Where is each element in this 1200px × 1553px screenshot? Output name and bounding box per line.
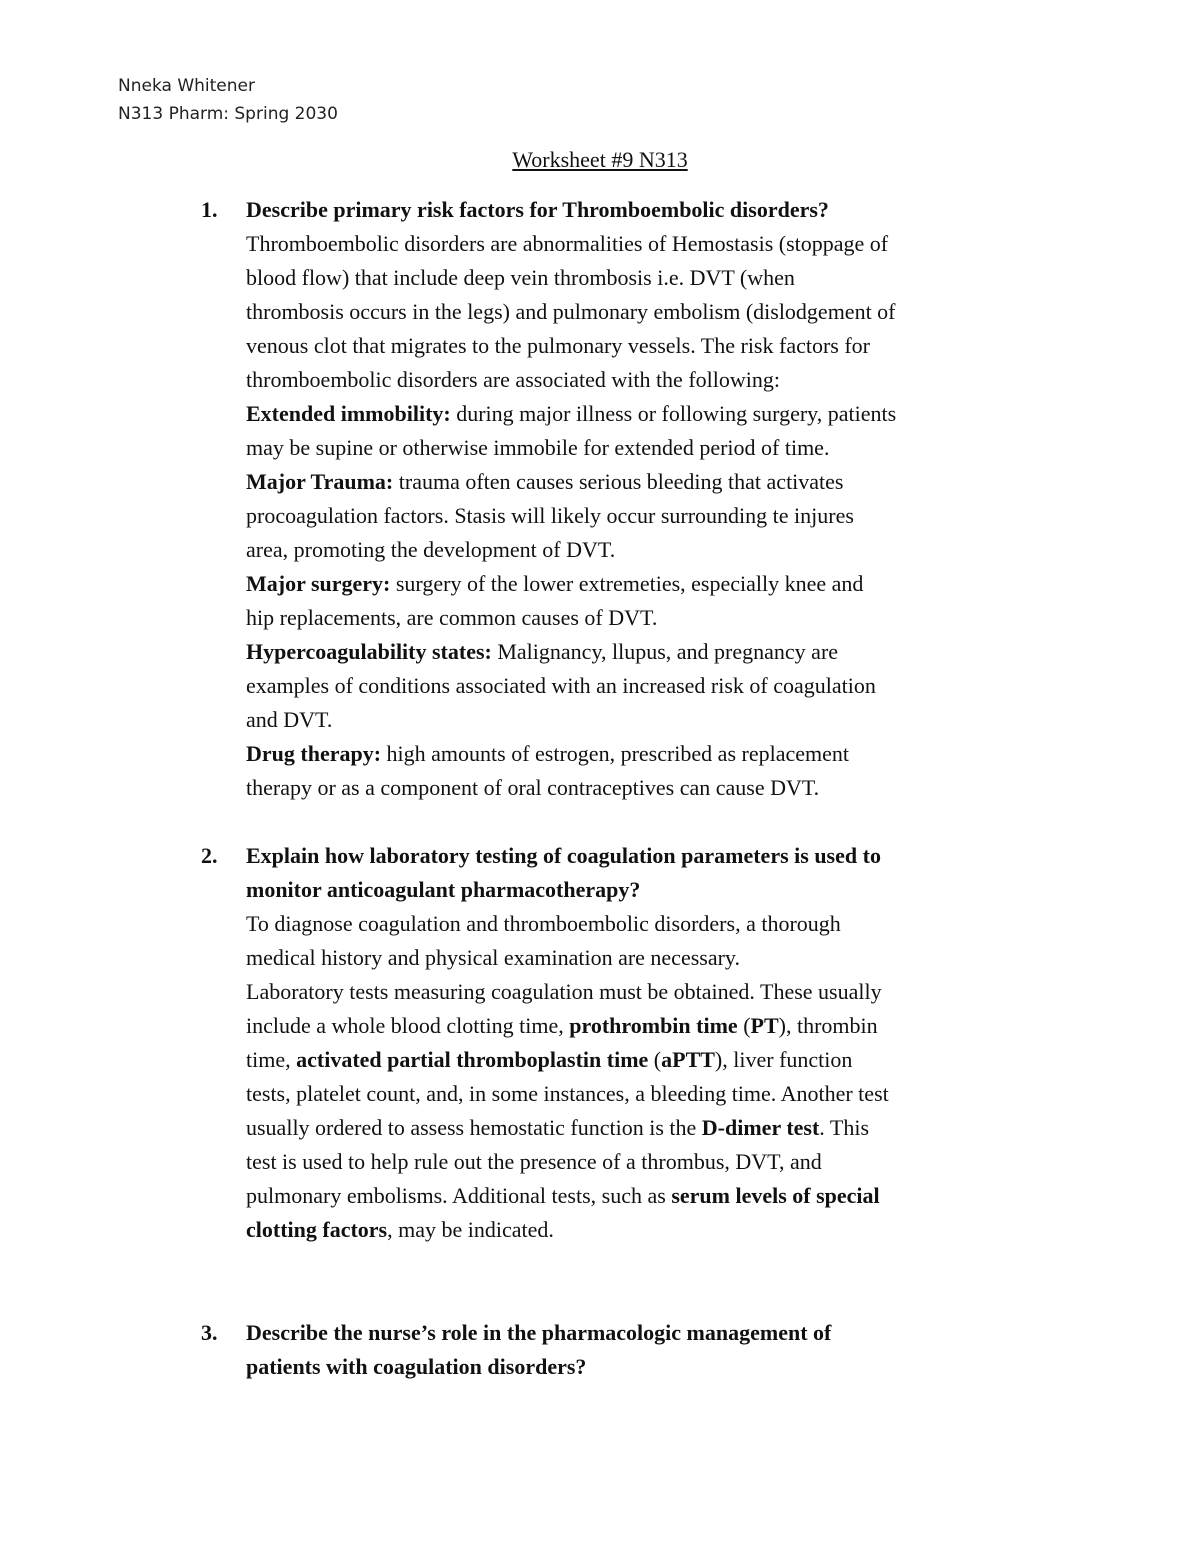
answer-line [246, 1179, 1086, 1213]
answer-line: To diagnose coagulation and thromboembolic disorders, a thorough [246, 911, 841, 936]
test-name-aptt: activated partial thromboplastin time [296, 1047, 649, 1072]
answer-text: pulmonary embolisms. Additional tests, such as [246, 1183, 672, 1208]
answer-line: area, promoting the development of DVT. [246, 537, 616, 562]
answer-line: blood flow) that include deep vein thrombosis i.e. DVT (when [246, 265, 795, 290]
question-2-text: Explain how laboratory testing of coagulation parameters is used to [246, 843, 881, 868]
test-abbr-pt: PT [750, 1013, 779, 1038]
answer-text: , may be indicated. [387, 1217, 554, 1242]
answer-line: tests, platelet count, and, in some instances, a bleeding time. Another test [246, 1081, 889, 1106]
risk-factor-immobility [246, 397, 1086, 431]
risk-factor-text: surgery of the lower extremeties, especially knee and [390, 571, 864, 596]
risk-factor-text: Malignancy, llupus, and pregnancy are [491, 639, 839, 664]
course-label: N313 Pharm: Spring 2030 [118, 104, 338, 124]
answer-line: procoagulation factors. Stasis will likely occur surrounding te injures [246, 503, 854, 528]
question-3-text: patients with coagulation disorders? [246, 1354, 587, 1379]
question-1-text: Describe primary risk factors for Thromboembolic disorders? [246, 197, 829, 222]
answer-line: medical history and physical examination are necessary. [246, 945, 741, 970]
answer-text: . This [819, 1115, 870, 1140]
risk-factor-text: during major illness or following surgery, patients [450, 401, 897, 426]
answer-text: ), thrombin [778, 1013, 878, 1038]
test-name-pt: prothrombin time [569, 1013, 738, 1038]
question-2-number: 2. [201, 843, 218, 868]
worksheet-title: Worksheet #9 N313 [512, 147, 688, 172]
risk-factor-term: Hypercoagulability states: [246, 639, 492, 664]
answer-text: include a whole blood clotting time, [246, 1013, 570, 1038]
answer-line: test is used to help rule out the presence of a thrombus, DVT, and [246, 1149, 822, 1174]
answer-line: Laboratory tests measuring coagulation must be obtained. These usually [246, 979, 882, 1004]
answer-line [246, 1009, 1086, 1043]
test-name-d-dimer: D-dimer test [701, 1115, 820, 1140]
question-2-text: monitor anticoagulant pharmacotherapy? [246, 877, 641, 902]
answer-line [246, 1043, 1086, 1077]
question-3-number: 3. [201, 1320, 218, 1345]
answer-line: and DVT. [246, 707, 333, 732]
test-abbr-aptt: aPTT [661, 1047, 715, 1072]
answer-text: time, [246, 1047, 297, 1072]
answer-line: thromboembolic disorders are associated with the following: [246, 367, 780, 392]
test-name-serum-levels: serum levels of special [671, 1183, 880, 1208]
risk-factor-term: Drug therapy: [246, 741, 382, 766]
question-1-number: 1. [201, 197, 218, 222]
risk-factor-term: Extended immobility: [246, 401, 451, 426]
answer-text: ), liver function [714, 1047, 853, 1072]
risk-factor-trauma [246, 465, 1086, 499]
answer-text: ( [648, 1047, 662, 1072]
risk-factor-hypercoagulability [246, 635, 1086, 669]
risk-factor-term: Major Trauma: [246, 469, 394, 494]
answer-text: usually ordered to assess hemostatic function is the [246, 1115, 702, 1140]
risk-factor-drug-therapy [246, 737, 1086, 771]
test-name-clotting-factors: clotting factors [246, 1217, 388, 1242]
answer-line: therapy or as a component of oral contraceptives can cause DVT. [246, 775, 820, 800]
risk-factor-text: high amounts of estrogen, prescribed as replacement [381, 741, 849, 766]
author-name: Nneka Whitener [118, 76, 255, 96]
answer-line: may be supine or otherwise immobile for extended period of time. [246, 435, 830, 460]
answer-line [246, 1111, 1086, 1145]
question-3-text: Describe the nurse’s role in the pharmacologic management of [246, 1320, 832, 1345]
risk-factor-text: trauma often causes serious bleeding that activates [393, 469, 844, 494]
answer-line: examples of conditions associated with an increased risk of coagulation [246, 673, 876, 698]
answer-text: ( [737, 1013, 751, 1038]
answer-line: Thromboembolic disorders are abnormalities of Hemostasis (stoppage of [246, 231, 889, 256]
answer-line [246, 1213, 1086, 1247]
risk-factor-surgery [246, 567, 1086, 601]
answer-line: hip replacements, are common causes of DVT. [246, 605, 658, 630]
answer-line: thrombosis occurs in the legs) and pulmonary embolism (dislodgement of [246, 299, 896, 324]
answer-line: venous clot that migrates to the pulmonary vessels. The risk factors for [246, 333, 871, 358]
risk-factor-term: Major surgery: [246, 571, 391, 596]
